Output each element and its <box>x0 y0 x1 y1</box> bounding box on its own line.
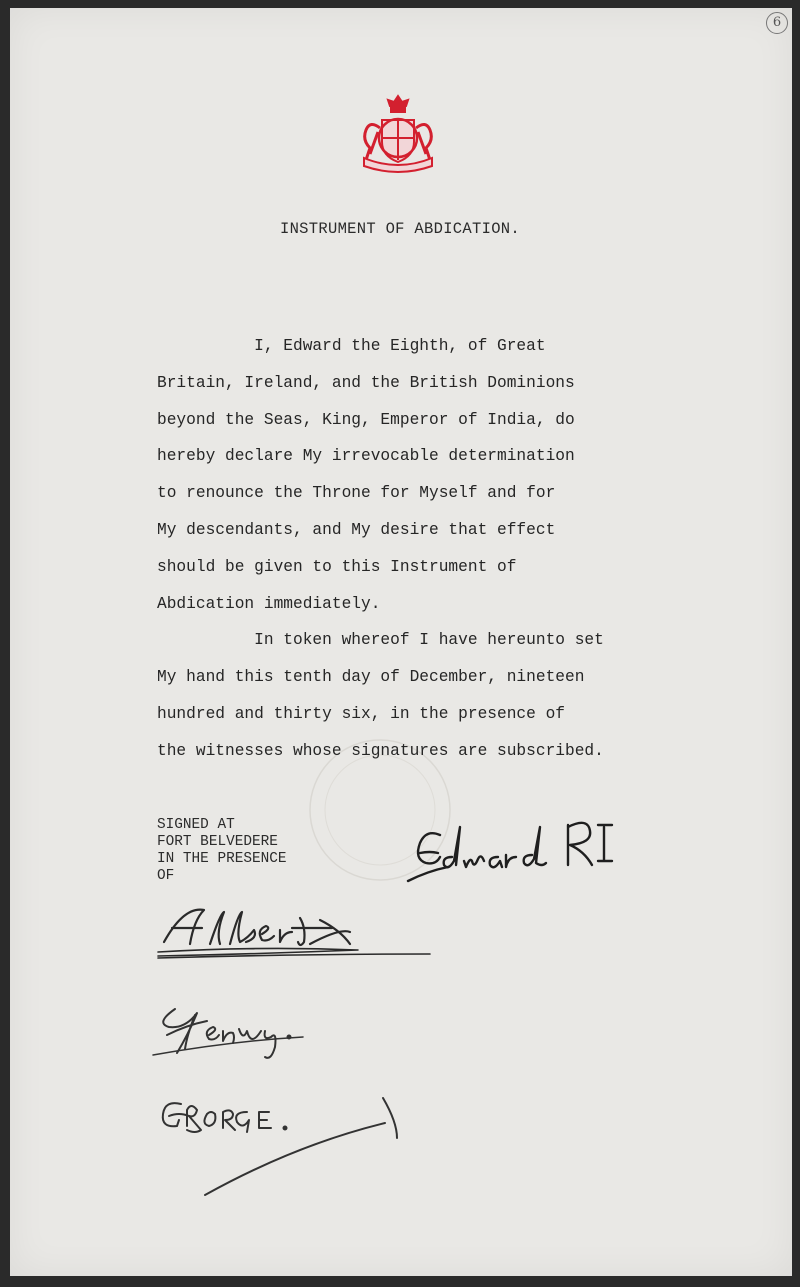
document-body <box>157 328 687 770</box>
document-title: INSTRUMENT OF ABDICATION. <box>279 220 521 238</box>
signature-henry <box>145 995 320 1075</box>
page-number: 6 <box>766 12 788 34</box>
signature-george <box>155 1090 415 1205</box>
paragraph-attestation: In token whereof I have hereunto set My hand this tenth day of December, nineteen hundred and thirty six, in the presence of the witnesses whose signatures are subscribed. <box>157 631 604 760</box>
paragraph-declaration: I, Edward the Eighth, of Great Britain, Ireland, and the British Dominions beyond the Seas, King, Emperor of India, do hereby declare My irrevocable determination to renounce the Throne for Myself and for My descendants, and My desire that effect should be given to this Instrument of Abdication immediately. <box>157 337 575 613</box>
royal-coat-of-arms-icon <box>358 92 438 176</box>
signature-edward <box>400 805 630 895</box>
signed-at-block: SIGNED AT FORT BELVEDERE IN THE PRESENCE OF <box>157 817 287 884</box>
signature-albert <box>150 900 440 980</box>
